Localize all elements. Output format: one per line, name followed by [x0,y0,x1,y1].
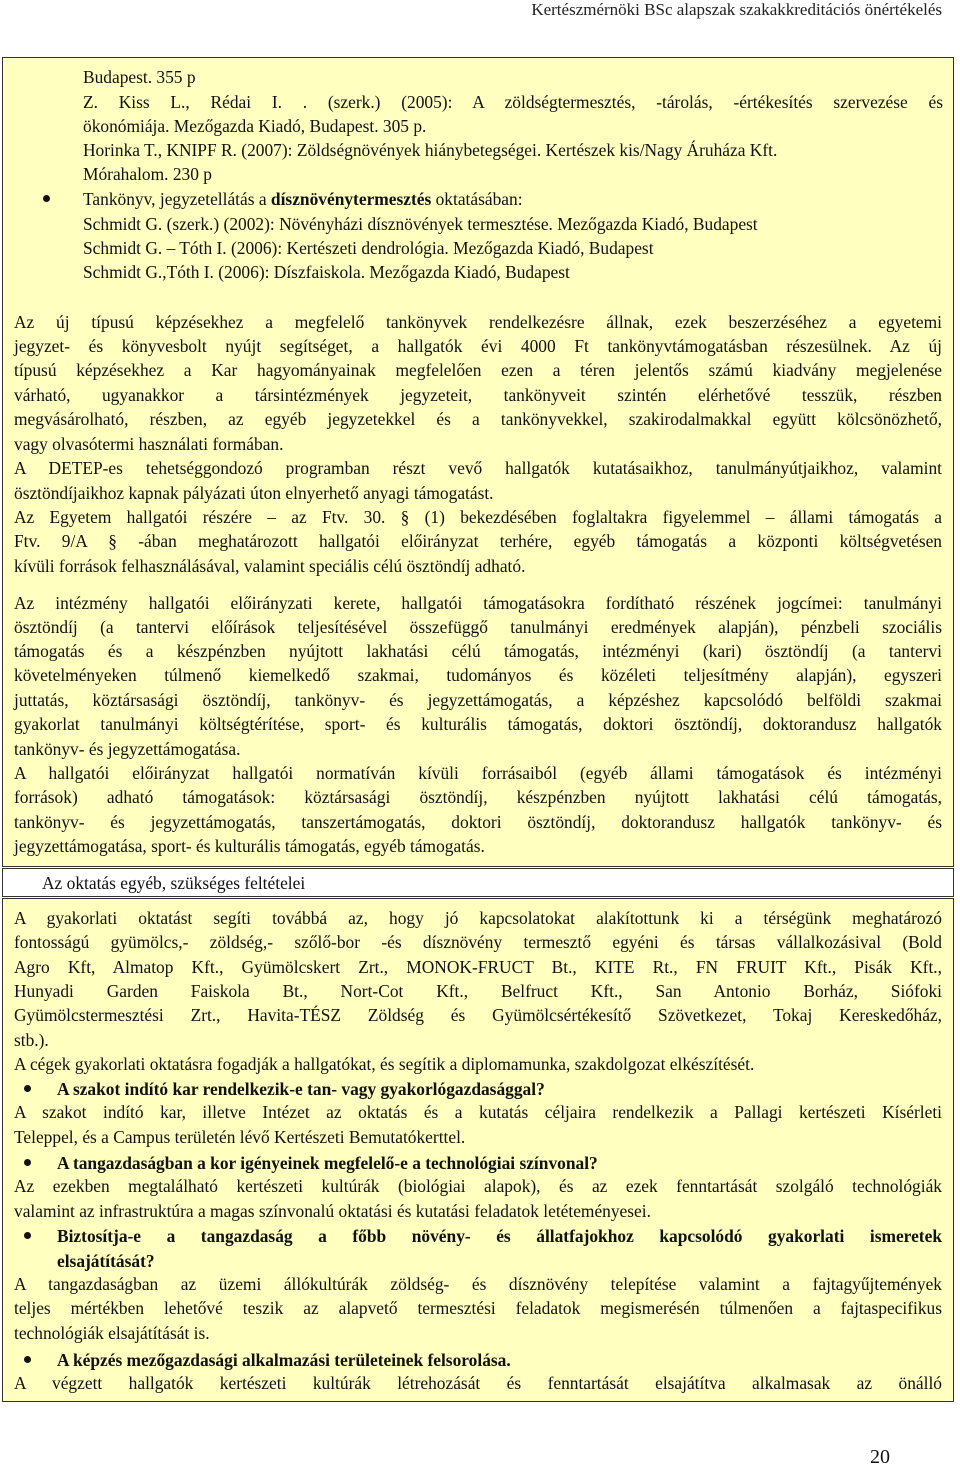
paragraph-line: Hunyadi Garden Faiskola Bt., Nort-Cot Kft., Belfruct Kft., San Antonio Borház, Siófoki [14,981,942,1001]
paragraph-line: gyakorlat tanulmányi költségtérítése, sport- és kulturális támogatás, doktori ösztöndíj, doktorandusz hallgatók [14,714,942,734]
paragraph-line: tankönyv- és jegyzettámogatása. [14,739,241,759]
reference-line: Schmidt G.,Tóth I. (2006): Díszfaiskola. Mezőgazda Kiadó, Budapest [83,262,570,282]
paragraph-line: A végzett hallgatók kertészeti kultúrák létrehozását és fenntartását elsajátítva alkalmasak az önálló [14,1373,942,1393]
paragraph-line: Ftv. 9/A § -ában meghatározott hallgatói előirányzat terhére, egyéb támogatás a központi költségvetésen [14,531,942,551]
paragraph-line: A gyakorlati oktatást segíti továbbá az, hogy jó kapcsolatokat alakítottunk ki a térségünk meghatározó [14,908,942,928]
document-header-title: Kertészmérnöki BSc alapszak szakakkreditációs önértékelés [531,0,942,19]
paragraph-line: Az új típusú képzésekhez a megfelelő tankönyvek rendelkezésre állnak, ezek beszerzéséhez a egyetemi [14,312,942,332]
paragraph-line: juttatás, köztársasági ösztöndíj, tankönyv- és jegyzettámogatás, a képzéshez kapcsolódó belföldi szakmai [14,690,942,710]
paragraph-line: teljes mértékben lehetővé teszik az alapvető termesztési feladatok megismerésén túlmenően a fajtaspecifikus [14,1298,942,1318]
section-title: Az oktatás egyéb, szükséges feltételei [42,873,306,893]
paragraph-line: jegyzettámogatása, sport- és kulturális támogatás, egyéb támogatás. [14,836,485,856]
paragraph-line: A szakot indító kar, illetve Intézet az oktatás és a kutatás céljaira rendelkezik a Pallagi kertészeti Kísérleti [14,1102,942,1122]
textbook-bullet: Tankönyv, jegyzetellátás a dísznövénytermesztés oktatásában: [83,189,523,209]
paragraph-line: Gyümölcstermesztési Zrt., Havita-TÉSZ Zöldség és Gyümölcsértékesítő Szövetkezet, Tokaj Kereskedőház, [14,1005,942,1025]
reference-line: Budapest. 355 p [83,67,196,87]
paragraph-line: típusú képzésekhez a Kar hagyományainak megfelelően ezen a téren jelentős számú kiadvány megjelenése [14,360,942,380]
paragraph-line: A cégek gyakorlati oktatásra fogadják a hallgatókat, és segítik a diplomamunka, szakdolgozat elkészítését. [14,1054,755,1074]
paragraph-line: technológiák elsajátítását is. [14,1323,210,1343]
paragraph-line: fontosságú gyümölcs,- zöldség,- szőlő-bor -és dísznövény termesztő egyéni és társas vállalkozásival (Bold [14,932,942,952]
paragraph-line: A DETEP-es tehetséggondozó programban részt vevő hallgatók kutatásaikhoz, tanulmányútjaikhoz, valamint [14,458,942,478]
bullet-icon [24,1159,31,1166]
reference-line: Schmidt G. (szerk.) (2002): Növényházi dísznövények termesztése. Mezőgazda Kiadó, Budapest [83,214,758,234]
paragraph-line: Az Egyetem hallgatói részére – az Ftv. 30. § (1) bekezdésében foglaltakra figyelemmel – állami támogatás a [14,507,942,527]
paragraph-line: támogatás és a készpénzben nyújtott lakhatási célú támogatás, intézményi (kari) ösztöndíj (a tantervi [14,641,942,661]
question-heading: elsajátítását? [57,1251,155,1271]
paragraph-line: várható, ugyanakkor a társintézmények jegyzeteit, tankönyveit szintén elérhetővé tesszük, részben [14,385,942,405]
reference-line: Horinka T., KNIPF R. (2007): Zöldségnövények hiánybetegségei. Kertészek kis/Nagy Áruháza Kft. [83,140,778,160]
paragraph-line: Az ezekben megtalálható kertészeti kultúrák (biológiai alapok), és az ezek fenntartását szolgáló technológiák [14,1176,942,1196]
question-heading: Biztosítja-e a tangazdaság a főbb növény- és állatfajokhoz kapcsolódó gyakorlati ismeretek [57,1226,942,1246]
reference-line: Mórahalom. 230 p [83,164,212,184]
bullet-icon [24,1085,31,1092]
paragraph-line: Teleppel, és a Campus területén lévő Kertészeti Bemutatókerttel. [14,1127,466,1147]
bullet-icon [43,195,50,202]
question-heading: A szakot indító kar rendelkezik-e tan- vagy gyakorlógazdasággal? [57,1079,545,1099]
reference-line: ökonómiája. Mezőgazda Kiadó, Budapest. 305 p. [83,116,427,136]
question-heading: A képzés mezőgazdasági alkalmazási területeinek felsorolása. [57,1350,511,1370]
paragraph-line: ösztöndíj (a tantervi előírások teljesítésével összefüggő tanulmányi eredmények alapján), pénzbeli szociális [14,617,942,637]
paragraph-line: vagy olvasótermi használati formában. [14,434,284,454]
question-heading: A tangazdaságban a kor igényeinek megfelelő-e a technológiai színvonal? [57,1153,598,1173]
reference-line: Schmidt G. – Tóth I. (2006): Kertészeti dendrológia. Mezőgazda Kiadó, Budapest [83,238,654,258]
paragraph-line: megvásárolható, részben, az egyéb jegyzetekkel és a tankönyvekkel, szakirodalmakkal együtt kölcsönözhető, [14,409,942,429]
paragraph-line: stb.). [14,1030,49,1050]
paragraph-line: A tangazdaságban az üzemi állókultúrák zöldség- és dísznövény telepítése valamint a fajtagyűjtemények [14,1274,942,1294]
paragraph-line: Agro Kft, Almatop Kft., Gyümölcskert Zrt., MONOK-FRUCT Bt., KITE Rt., FN FRUIT Kft., Pisák Kft., [14,957,942,977]
paragraph-line: követelményeken túlmenő kiemelkedő szakmai, tudományos és közéleti teljesítmény alapján), egyszeri [14,665,942,685]
paragraph-line: ösztöndíjaikhoz kapnak pályázati úton elnyerhető anyagi támogatást. [14,483,494,503]
paragraph-line: források) adható támogatások: köztársasági ösztöndíj, készpénzben nyújtott lakhatási célú támogatás, [14,787,942,807]
bullet-icon [24,1232,31,1239]
paragraph-line: Az intézmény hallgatói előirányzati kerete, hallgatói támogatásokra fordítható részének jogcímei: tanulmányi [14,593,942,613]
paragraph-line: tankönyv- és jegyzettámogatás, tanszertámogatás, doktori ösztöndíj, doktorandusz hallgatók tankönyv- és [14,812,942,832]
page-number: 20 [870,1446,890,1468]
paragraph-line: jegyzet- és könyvesbolt nyújt segítséget, a hallgatók évi 4000 Ft tankönyvtámogatásban részesülnek. Az új [14,336,942,356]
paragraph-line: valamint az infrastruktúra a magas színvonalú oktatási és kutatási feladatok letéteményesei. [14,1201,651,1221]
bullet-icon [24,1356,31,1363]
paragraph-line: kívüli források felhasználásával, valamint speciális célú ösztöndíj adható. [14,556,526,576]
reference-line: Z. Kiss L., Rédai I. . (szerk.) (2005): A zöldségtermesztés, -tárolás, -értékesítés szervezése és [83,92,943,112]
paragraph-line: A hallgatói előirányzat hallgatói normatíván kívüli forrásaiból (egyéb állami támogatások és intézményi [14,763,942,783]
